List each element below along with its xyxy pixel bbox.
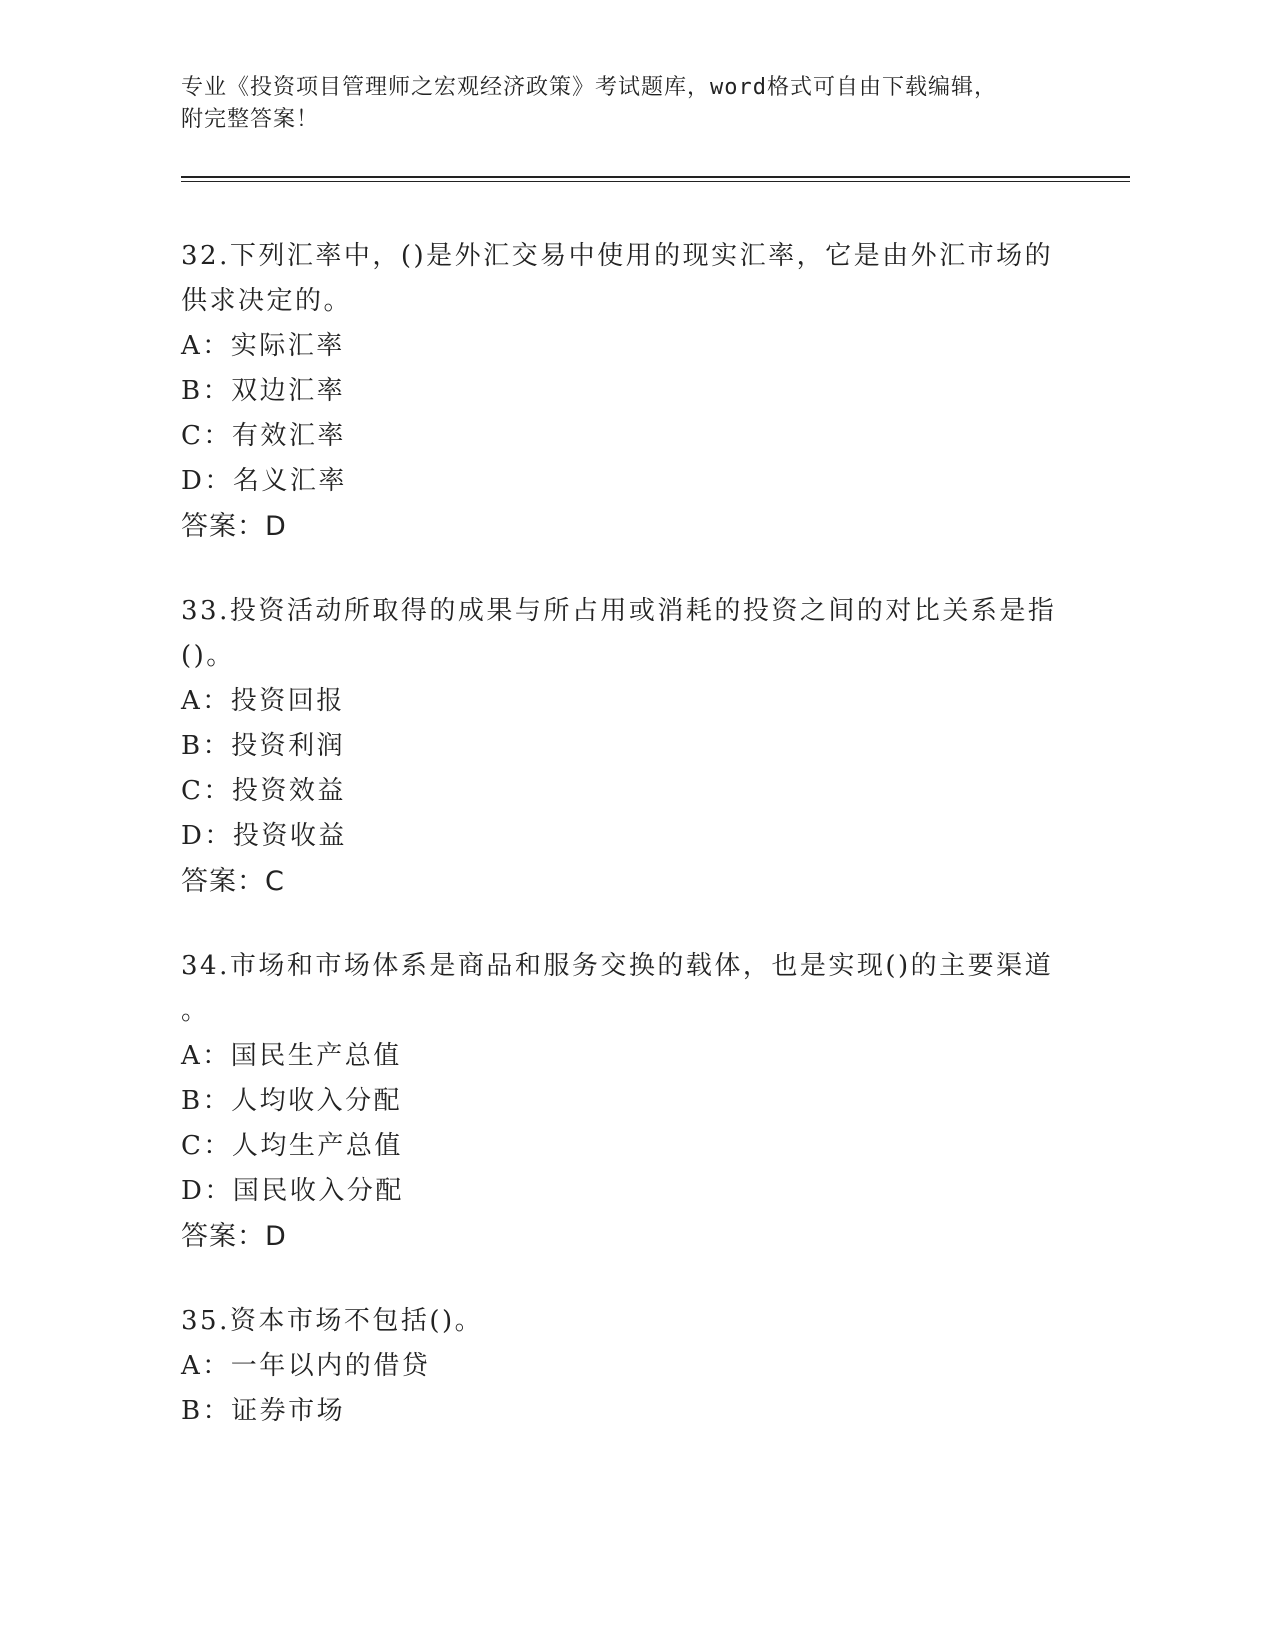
answer-label: 答案：C bbox=[181, 866, 285, 897]
option-b: B：双边汇率 bbox=[181, 376, 346, 406]
question-33 bbox=[181, 589, 1061, 905]
question-stem: 33.投资活动所取得的成果与所占用或消耗的投资之间的对比关系是指 bbox=[181, 596, 1057, 626]
option-a: A：投资回报 bbox=[181, 686, 345, 716]
question-stem: 32.下列汇率中，()是外汇交易中使用的现实汇率，它是由外汇市场的 bbox=[181, 241, 1054, 271]
option-a: A：实际汇率 bbox=[181, 331, 345, 361]
question-34 bbox=[181, 944, 1061, 1260]
question-stem: 35.资本市场不包括()。 bbox=[181, 1306, 484, 1336]
question-stem-continued: 供求决定的。 bbox=[181, 286, 353, 316]
header-line-1: 专业《投资项目管理师之宏观经济政策》考试题库，word格式可自由下载编辑， bbox=[181, 75, 997, 100]
option-d: D：名义汇率 bbox=[181, 466, 347, 496]
question-stem-continued: 。 bbox=[181, 996, 210, 1026]
question-35 bbox=[181, 1299, 1061, 1434]
option-d: D：国民收入分配 bbox=[181, 1176, 404, 1206]
header-divider-thin bbox=[181, 181, 1130, 182]
option-c: C：投资效益 bbox=[181, 776, 346, 806]
answer-label: 答案：D bbox=[181, 1221, 287, 1252]
question-stem-continued: ()。 bbox=[181, 641, 235, 671]
answer-label: 答案：D bbox=[181, 511, 287, 542]
question-stem: 34.市场和市场体系是商品和服务交换的载体，也是实现()的主要渠道 bbox=[181, 951, 1054, 981]
option-a: A：国民生产总值 bbox=[181, 1041, 402, 1071]
question-list bbox=[181, 234, 1061, 1473]
option-d: D：投资收益 bbox=[181, 821, 347, 851]
header-line-2: 附完整答案！ bbox=[181, 107, 320, 132]
header-divider-thick bbox=[181, 176, 1130, 178]
option-c: C：人均生产总值 bbox=[181, 1131, 403, 1161]
option-a: A：一年以内的借贷 bbox=[181, 1351, 431, 1381]
option-b: B：证券市场 bbox=[181, 1396, 346, 1426]
question-32 bbox=[181, 234, 1061, 550]
option-b: B：人均收入分配 bbox=[181, 1086, 403, 1116]
option-b: B：投资利润 bbox=[181, 731, 346, 761]
document-header bbox=[181, 72, 1081, 136]
option-c: C：有效汇率 bbox=[181, 421, 346, 451]
